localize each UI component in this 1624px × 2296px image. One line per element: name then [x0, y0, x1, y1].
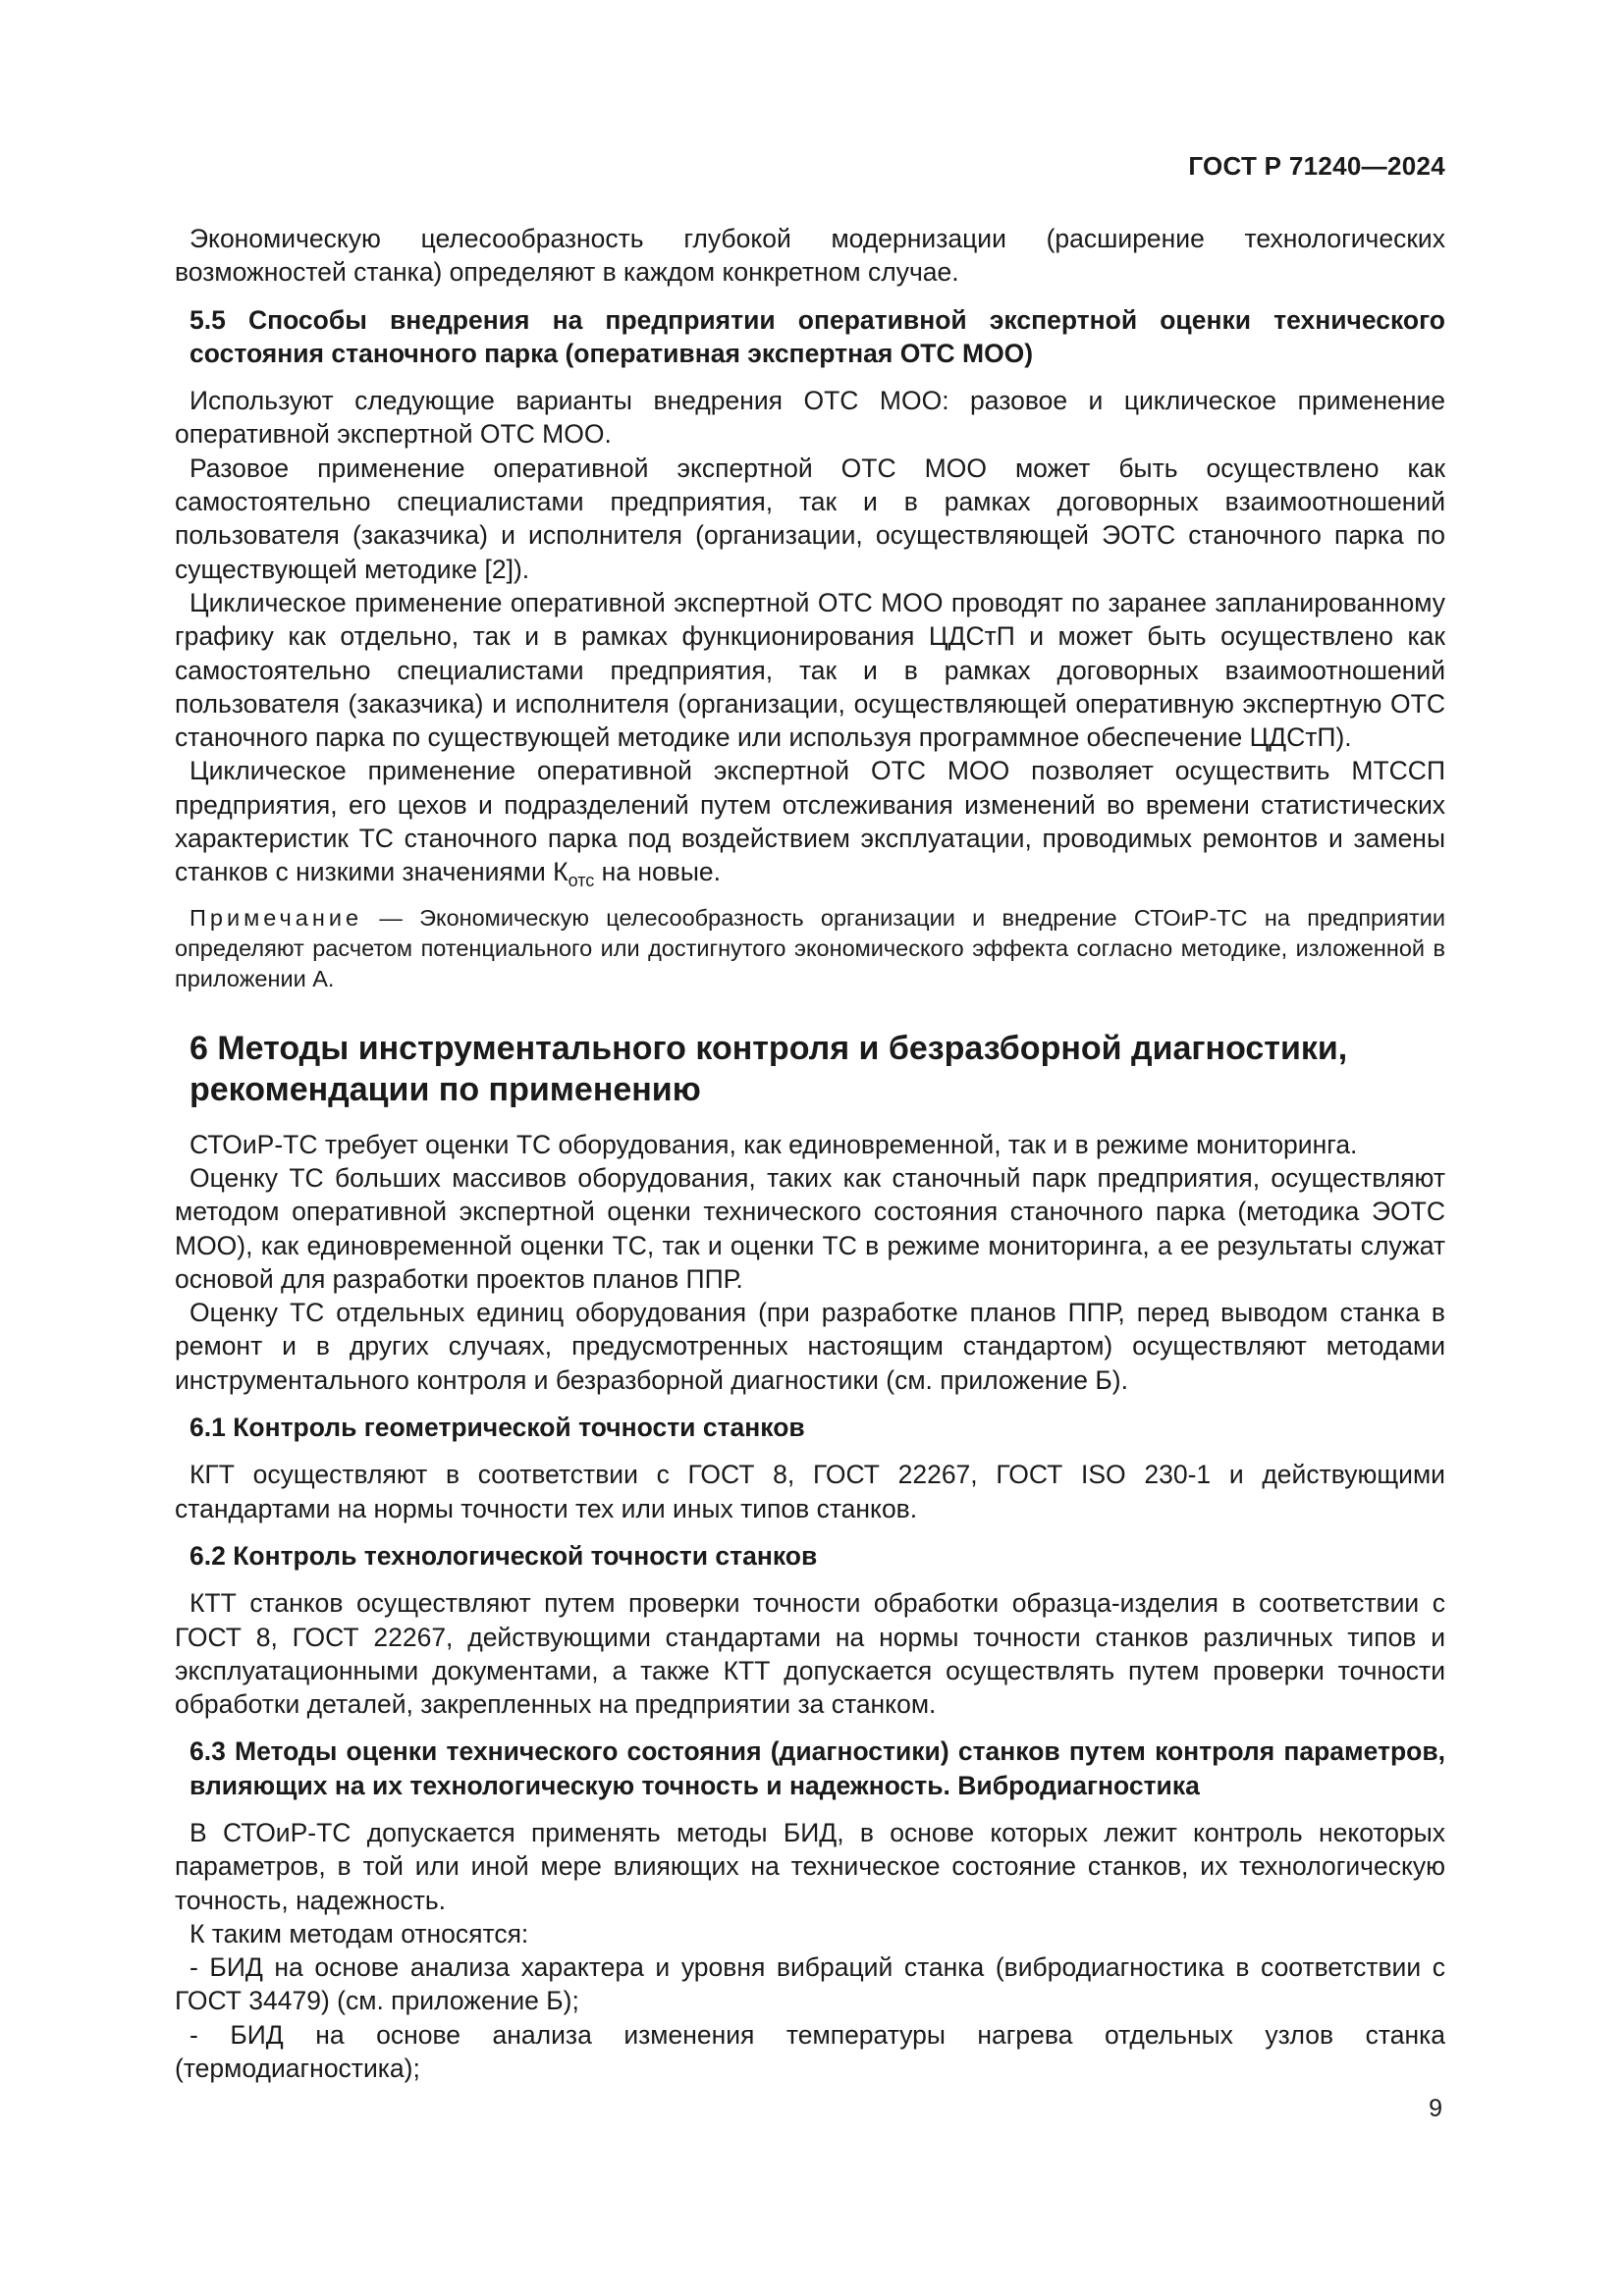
paragraph-4-text: Циклическое применение оперативной экспертной ОТС МОО позволяет осуществить МТССП предприятия, его цехов и подразделений путем отслеживания изменений во времени статистических характеристик ТС станочного парка под воздействием эксплуатации, проводимых ремонтов и замены станков с низкими значениями К — [175, 756, 1445, 887]
intro-paragraph: Экономическую целесообразность глубокой модернизации (расширение технологических возможностей станка) определяют в каждом конкретном случае. — [175, 224, 1445, 288]
paragraph-4-tail: на новые. — [594, 857, 721, 887]
section-6-paragraph-1: СТОиР-ТС требует оценки ТС оборудования, как единовременной, так и в режиме мониторинга. — [189, 1129, 1358, 1159]
section-6-3-list-item-1: - БИД на основе анализа характера и уровня вибраций станка (вибродиагностика в соответствии с ГОСТ 34479) (см. приложение Б); — [175, 1952, 1445, 2016]
section-6-1-paragraph-1: КГТ осуществляют в соответствии с ГОСТ 8, ГОСТ 22267, ГОСТ ISO 230-1 и действующими стандартами на нормы точности тех или иных типов станков. — [175, 1460, 1445, 1523]
k-subscript: отс — [568, 871, 595, 891]
section-6-3-list-item-2: - БИД на основе анализа изменения температуры нагрева отдельных узлов станка (термодиагностика); — [175, 2019, 1445, 2084]
note-paragraph — [175, 903, 1445, 994]
section-6-paragraph-2: Оценку ТС больших массивов оборудования, таких как станочный парк предприятия, осуществляют методом оперативной экспертной оценки технического состояния станочного парка (методика ЭОТС МОО), как единовременной оценки ТС, так и оценки ТС в режиме мониторинга, а ее результаты служат основой для разработки проектов планов ППР. — [175, 1162, 1445, 1294]
section-6-3-heading: 6.3 Методы оценки технического состояния (диагностики) станков путем контроля параметров, влияющих на их технологическую точность и надежность. Вибродиагностика — [189, 1736, 1445, 1800]
note-text: — Экономическую целесообразность организации и внедрение СТОиР-ТС на предприятии определяют расчетом потенциального или достигнутого экономического эффекта согласно методике, изложенной в приложении А. — [175, 904, 1445, 991]
document-header: ГОСТ Р 71240—2024 — [1188, 151, 1445, 181]
section-6-3-paragraph-1: В СТОиР-ТС допускается применять методы БИД, в основе которых лежит контроль некоторых параметров, в той или иной мере влияющих на техническое состояние станков, их технологическую точность, надежность. — [175, 1817, 1445, 1915]
section-5-5-paragraph-4 — [175, 754, 1445, 891]
section-5-5-paragraph-3: Циклическое применение оперативной экспертной ОТС МОО проводят по заранее запланированному графику как отдельно, так и в рамках функционирования ЦДСтП и может быть осуществлено как самостоятельно специалистами предприятия, так и в рамках договорных взаимоотношений пользователя (заказчика) и исполнителя (организации, осуществляющей оперативную экспертную ОТС станочного парка по существующей методике или используя программное обеспечение ЦДСтП). — [175, 587, 1445, 753]
section-6-2-heading: 6.2 Контроль технологической точности станков — [189, 1540, 818, 1571]
section-5-5-heading: 5.5 Способы внедрения на предприятии оперативной экспертной оценки технического состояния станочного парка (оперативная экспертная ОТС МОО) — [189, 304, 1445, 368]
note-label: Примечание — [189, 904, 363, 931]
document-body — [175, 222, 1445, 2085]
section-6-paragraph-3: Оценку ТС отдельных единиц оборудования (при разработке планов ППР, перед выводом станка в ремонт и в других случаях, предусмотренных настоящим стандартом) осуществляют методами инструментального контроля и безразборной диагностики (см. приложение Б). — [175, 1298, 1445, 1395]
section-6-3-paragraph-2: К таким методам относятся: — [189, 1918, 529, 1949]
section-5-5-paragraph-2: Разовое применение оперативной экспертной ОТС МОО может быть осуществлено как самостоятельно специалистами предприятия, так и в рамках договорных взаимоотношений пользователя (заказчика) и исполнителя (организации, осуществляющей ЭОТС станочного парка по существующей методике [2]). — [175, 453, 1445, 584]
section-6-heading-line-1: 6 Методы инструментального контроля и безразборной диагностики, — [189, 1029, 1348, 1067]
section-5-5-paragraph-1: Используют следующие варианты внедрения ОТС МОО: разовое и циклическое применение оперативной экспертной ОТС МОО. — [175, 386, 1445, 450]
page-number: 9 — [1429, 2095, 1442, 2122]
section-6-2-paragraph-1: КТТ станков осуществляют путем проверки точности обработки образца-изделия в соответствии с ГОСТ 8, ГОСТ 22267, действующими стандартами на нормы точности станков различных типов и эксплуатационными документами, а также КТТ допускается осуществлять путем проверки точности обработки деталей, закрепленных на предприятии за станком. — [175, 1588, 1445, 1720]
section-6-heading-line-2: рекомендации по применению — [189, 1070, 701, 1108]
section-6-heading — [175, 1028, 1445, 1110]
section-6-1-heading: 6.1 Контроль геометрической точности станков — [189, 1413, 805, 1443]
